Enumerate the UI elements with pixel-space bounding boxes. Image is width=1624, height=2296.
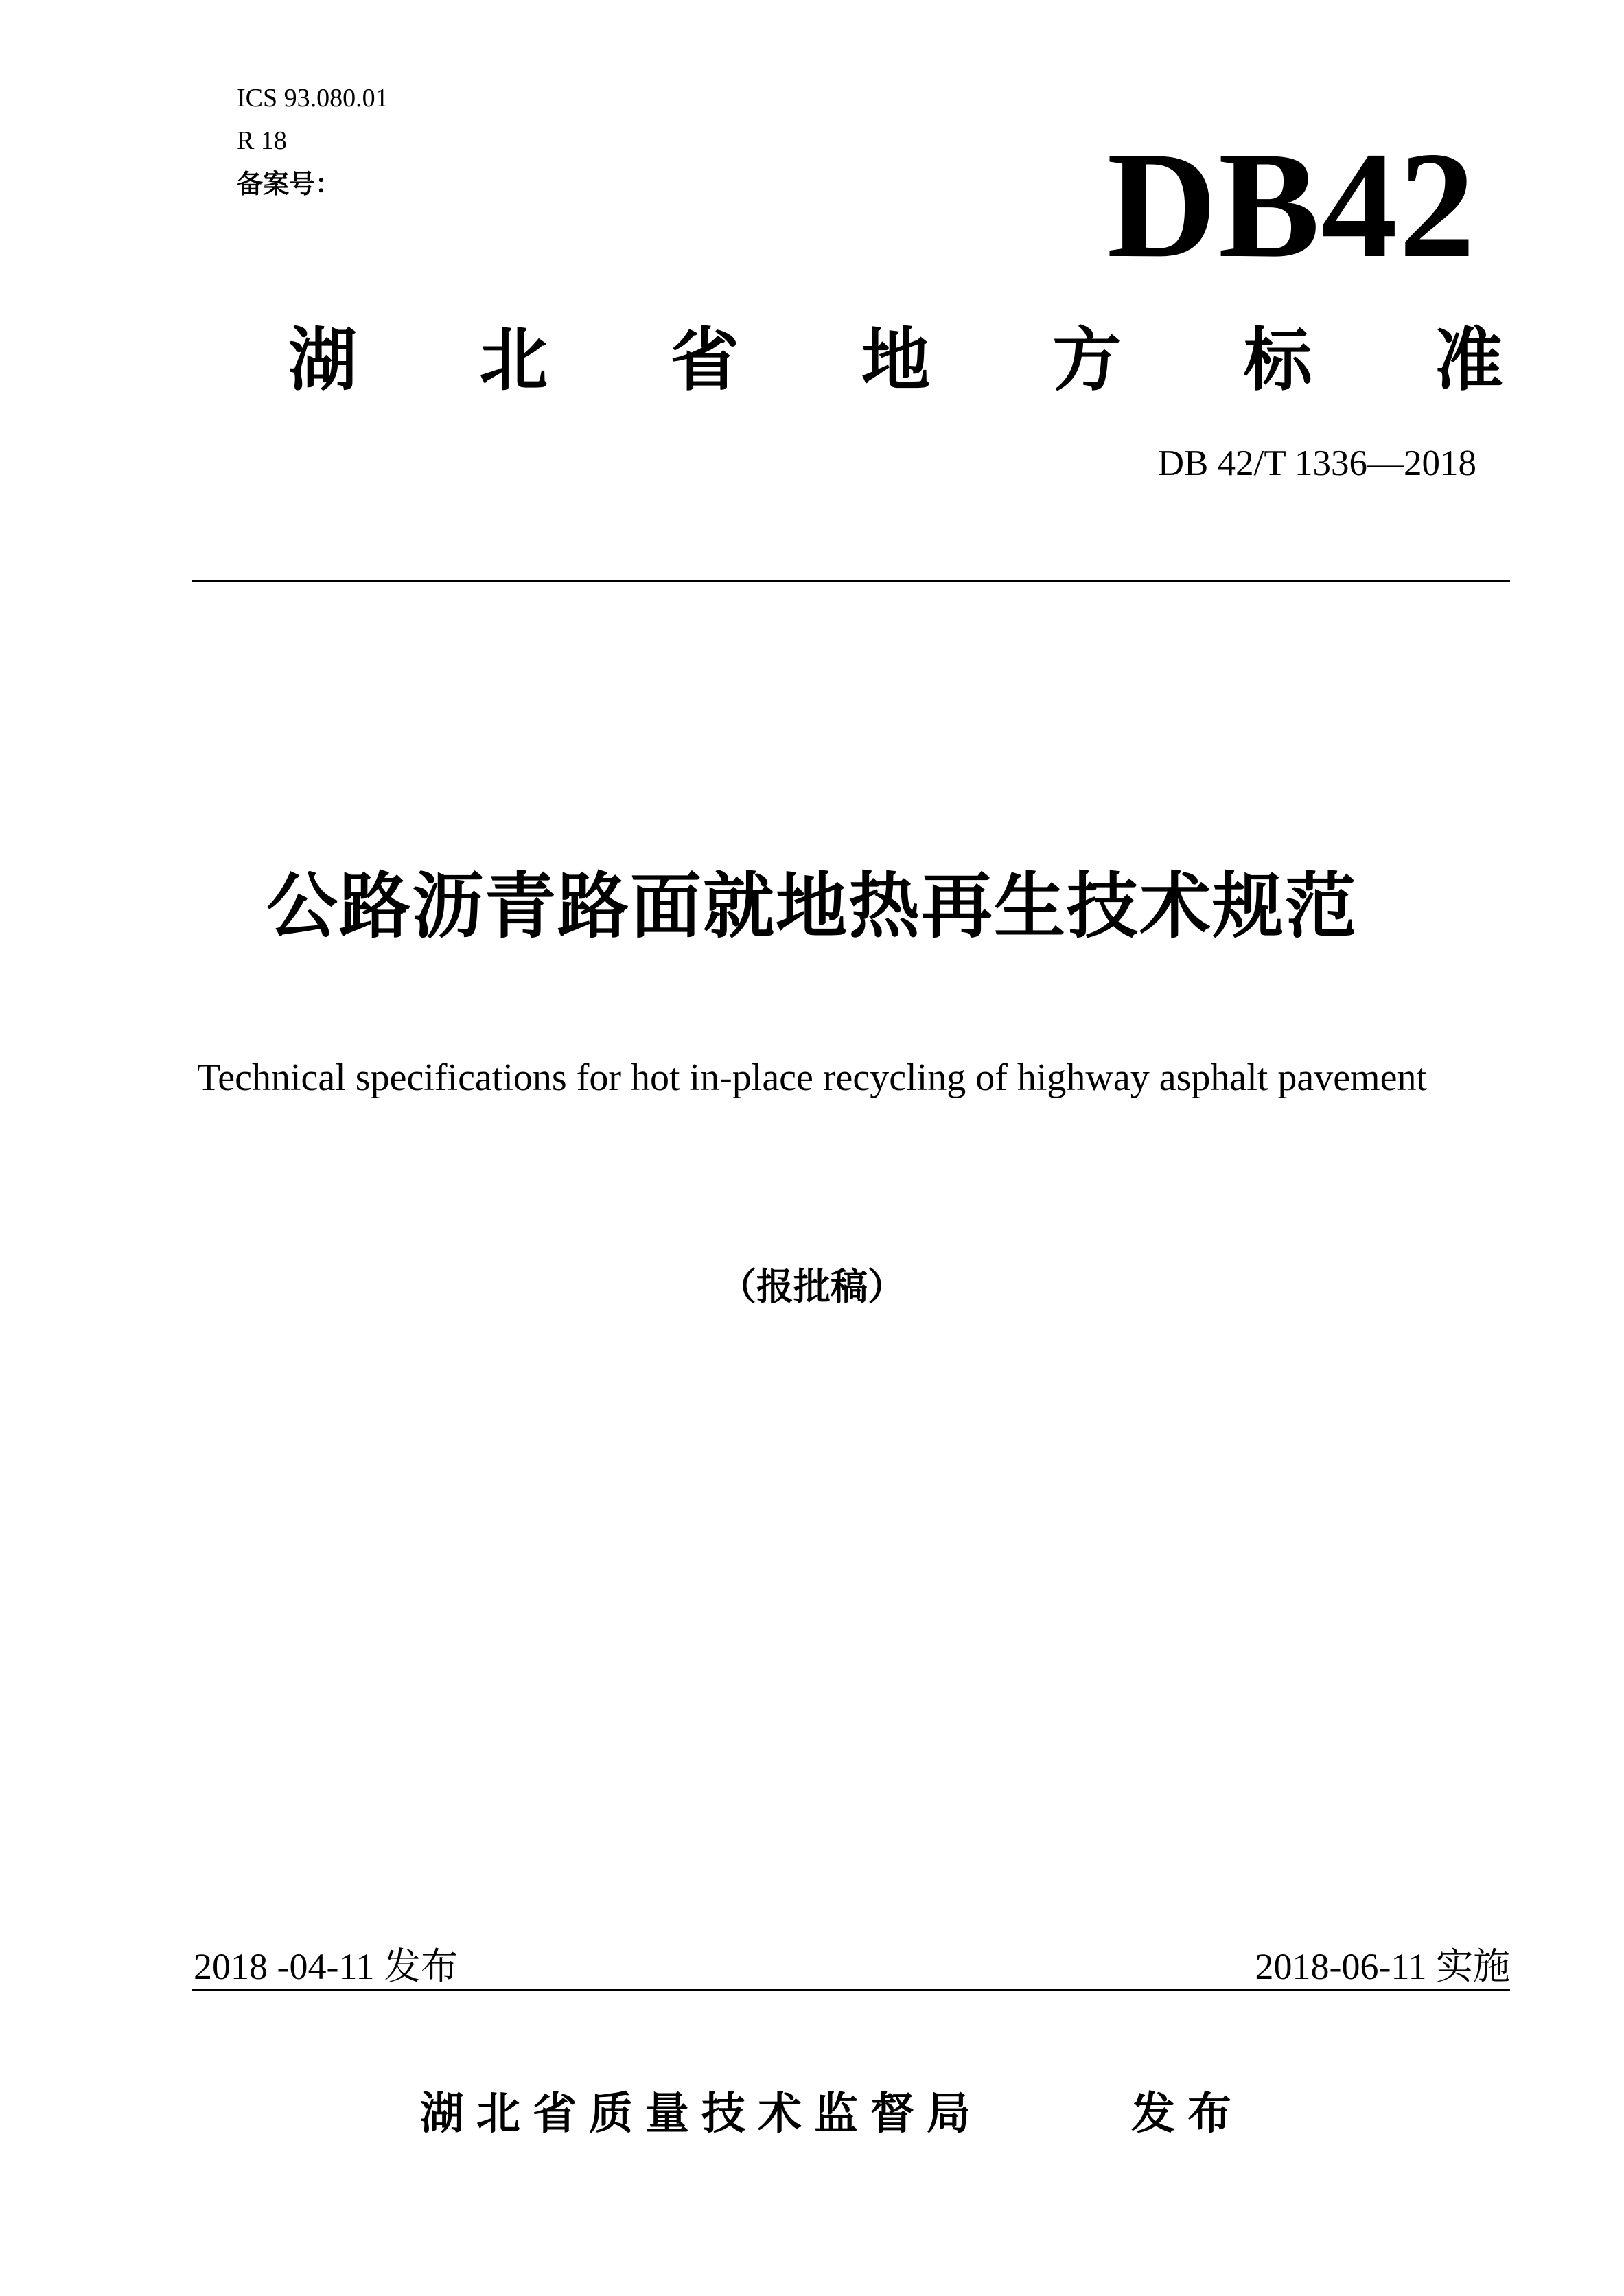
bottom-divider xyxy=(192,1989,1510,1991)
publisher-name: 湖北省质量技术监督局 xyxy=(420,2089,983,2140)
filing-number-label: 备案号： xyxy=(237,169,342,199)
standard-code: DB 42/T 1336—2018 xyxy=(1157,443,1476,483)
issue-date: 2018 -04-11 发布 xyxy=(194,1946,458,1987)
effective-date: 2018-06-11 实施 xyxy=(1255,1946,1510,1987)
standard-type-char: 标 xyxy=(1243,320,1312,400)
standard-type-char: 湖 xyxy=(288,320,357,400)
db-standard-mark: DB42 xyxy=(1106,121,1476,290)
classification-code: R 18 xyxy=(237,126,287,155)
standard-type-char: 准 xyxy=(1434,320,1503,400)
standard-type-char: 方 xyxy=(1052,320,1122,400)
top-divider xyxy=(192,580,1510,582)
standard-type-char: 省 xyxy=(670,320,739,400)
standard-type-char: 北 xyxy=(479,320,548,400)
publish-label: 发布 xyxy=(1131,2089,1244,2140)
draft-status: （报批稿） xyxy=(719,1265,905,1308)
standard-type-char: 地 xyxy=(861,320,930,400)
title-english: Technical specifications for hot in-place recycling of highway asphalt pavement xyxy=(196,1056,1428,1099)
standard-type-heading xyxy=(288,319,1503,402)
ics-code: ICS 93.080.01 xyxy=(237,84,388,113)
title-chinese: 公路沥青路面就地热再生技术规范 xyxy=(266,864,1358,948)
